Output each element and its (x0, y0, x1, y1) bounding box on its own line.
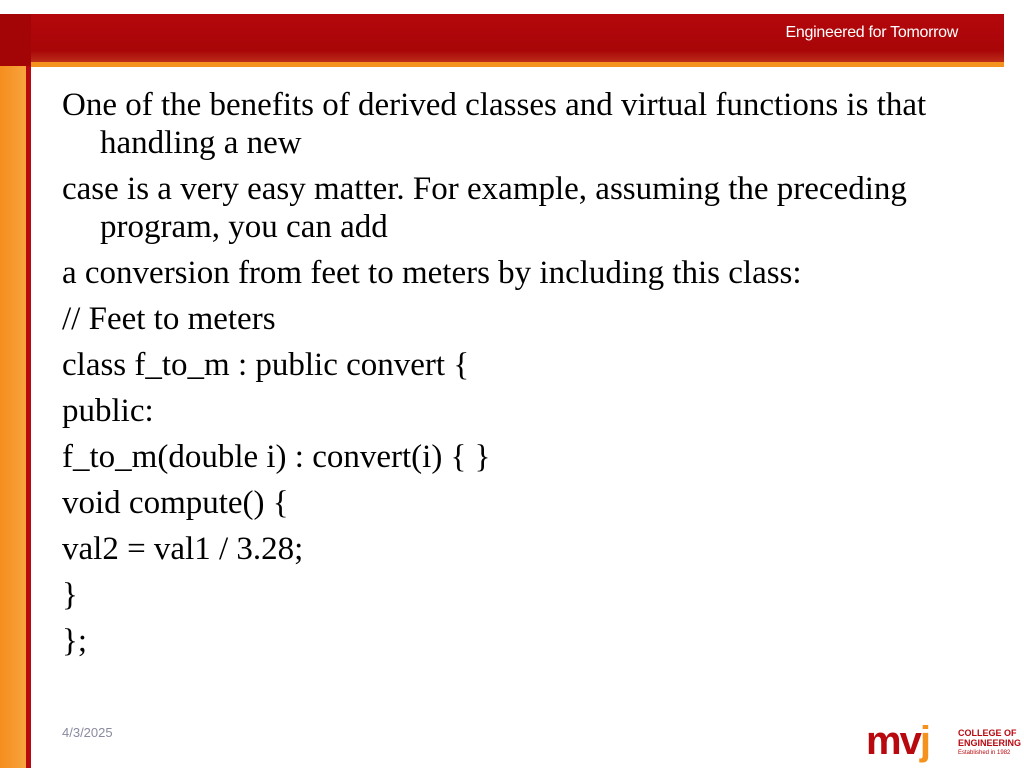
left-accent-line (26, 66, 31, 768)
left-bar-corner (0, 14, 31, 68)
left-accent-bar (0, 66, 26, 768)
logo-mark-j: j (919, 719, 929, 763)
body-paragraph: case is a very easy matter. For example, assuming the preceding program, you can add (62, 171, 907, 245)
body-paragraph: One of the benefits of derived classes and virtual functions is that handling a new (62, 87, 927, 161)
code-line: val2 = val1 / 3.28; (62, 531, 304, 567)
logo-line-established: Established in 1982 (958, 750, 1011, 756)
slide-body (62, 86, 962, 668)
header-tagline: Engineered for Tomorrow (785, 24, 958, 41)
banner-accent-stripe (0, 62, 1004, 67)
code-line: f_to_m(double i) : convert(i) { } (62, 439, 491, 475)
logo-line-engineering: ENGINEERING (958, 738, 1022, 748)
code-line: }; (62, 623, 88, 659)
logo-text (958, 728, 1021, 758)
logo-line-college: COLLEGE OF (958, 728, 1017, 738)
college-logo (866, 716, 1022, 766)
code-line: class f_to_m : public convert { (62, 347, 470, 383)
slide-date: 4/3/2025 (62, 725, 113, 740)
code-line: public: (62, 393, 154, 429)
body-paragraph: a conversion from feet to meters by including this class: (62, 255, 802, 291)
code-line: } (62, 577, 78, 613)
code-line: // Feet to meters (62, 301, 276, 337)
code-line: void compute() { (62, 485, 289, 521)
logo-mark-mv: mv (866, 719, 920, 763)
logo-mark (866, 716, 929, 766)
